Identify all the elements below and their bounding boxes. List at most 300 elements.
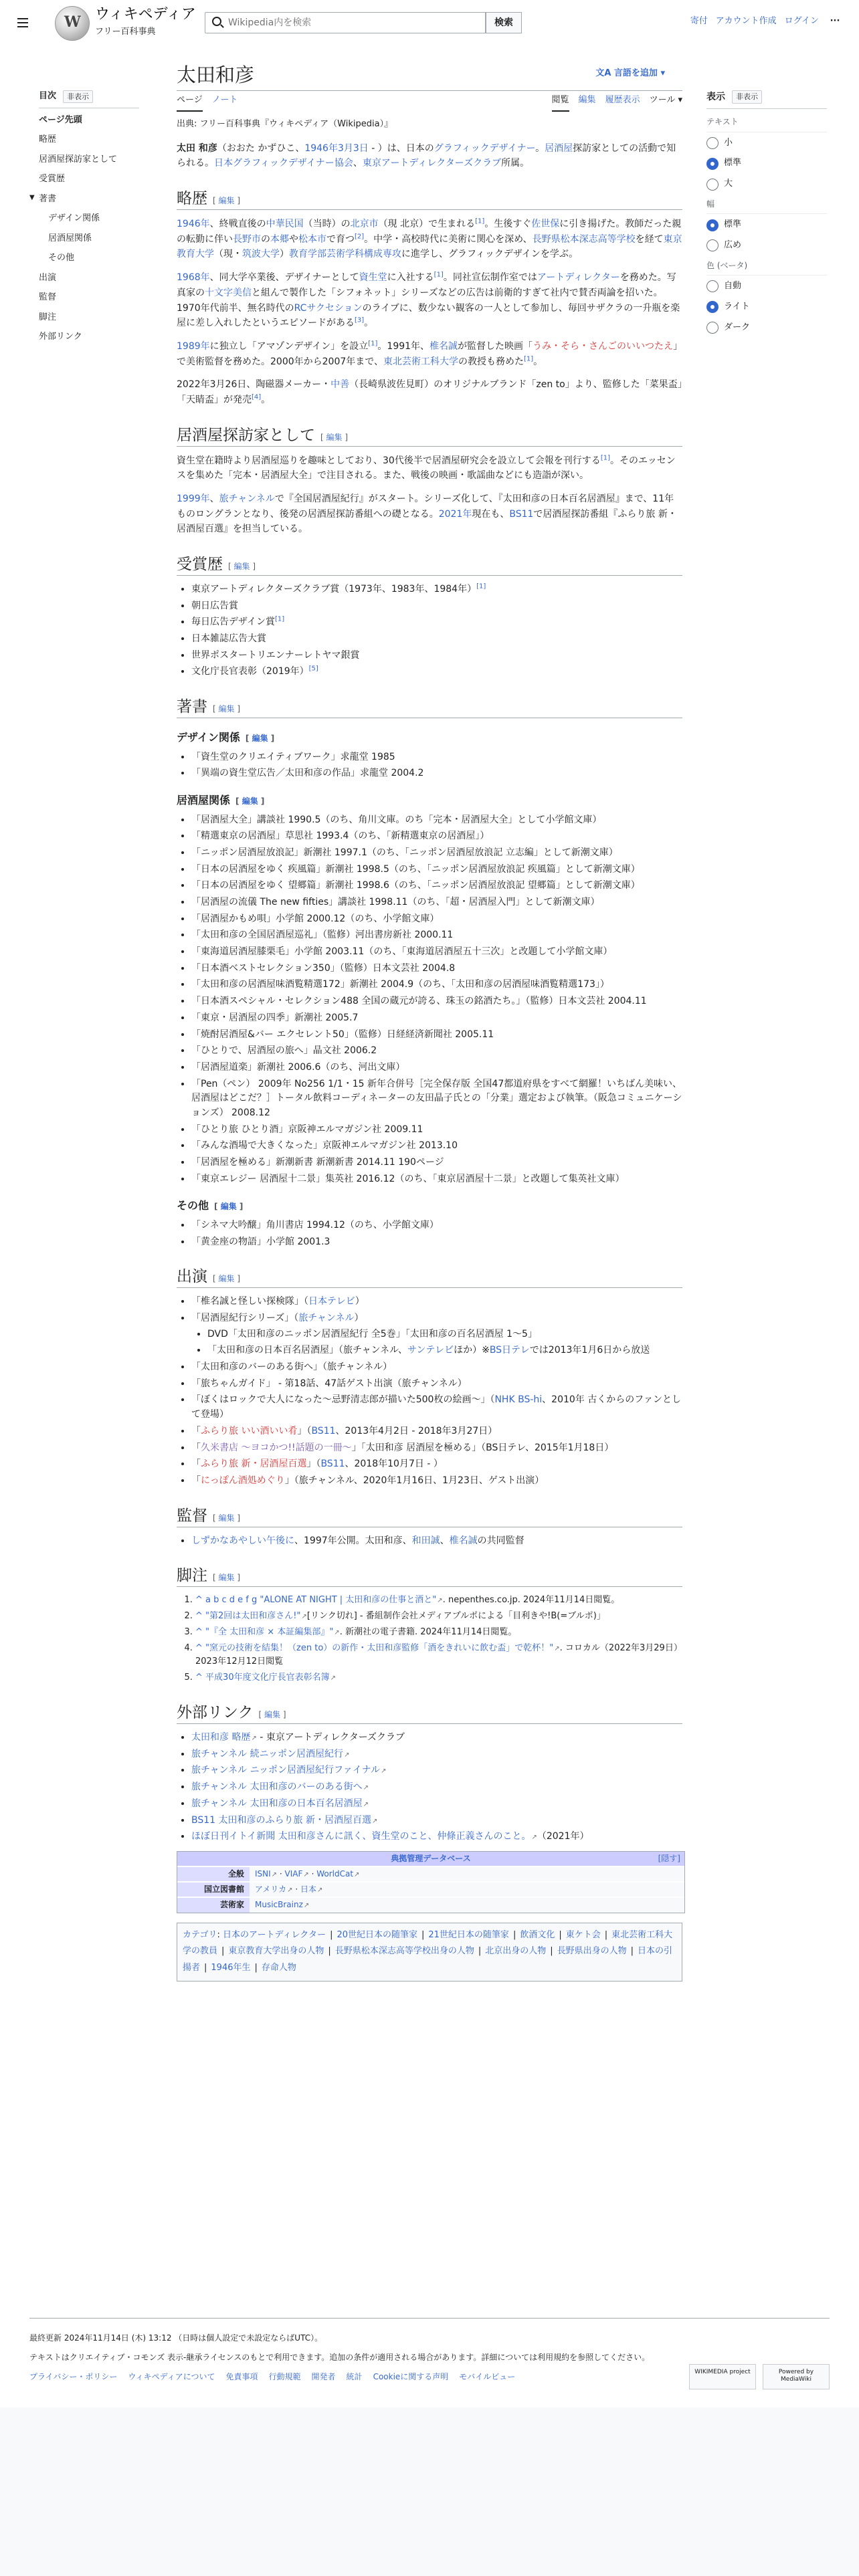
inline-link[interactable]: 佐世保 (531, 219, 560, 230)
text: 2022年3月26日、陶磁器メーカー・ (177, 379, 331, 391)
appearance-sections (706, 116, 827, 334)
edit-section-link[interactable]: [ 編集 ] (235, 796, 265, 806)
citation-ref[interactable]: [3] (355, 316, 365, 324)
inline-link[interactable]: 松本市 (298, 233, 326, 245)
footer-link[interactable]: 行動規範 (268, 2372, 301, 2382)
text: や (289, 233, 298, 245)
inline-link[interactable]: 1946年 (177, 219, 210, 230)
text: 。中学・高校時代に美術に関心を深め、 (364, 233, 533, 245)
director-list (191, 1534, 682, 1549)
create-account-link[interactable]: アカウント作成 (715, 16, 777, 26)
edit-section-link[interactable]: [ 編集 ] (213, 1573, 241, 1583)
redlink-shin-izakaya[interactable]: ふらり旅 新・居酒屋百選 (201, 1459, 307, 1470)
appearance-option[interactable] (706, 136, 827, 150)
inline-link[interactable]: 長野市 (233, 233, 261, 245)
inline-link[interactable]: 筑波大学 (242, 249, 280, 260)
inline-link[interactable]: 旅チャンネル (219, 493, 275, 504)
toc-item[interactable]: その他 (48, 253, 75, 263)
text: に独立し「アマゾンデザイン」を設立 (209, 340, 369, 352)
t: 「 (191, 1425, 201, 1436)
list-item: • 「ひとりで、居酒屋の旅へ」晶文社 2006.2 (191, 1044, 682, 1059)
separator: | (550, 1946, 553, 1957)
search-box[interactable] (205, 12, 486, 33)
reference-link[interactable]: "窯元の技術を結集！（zen to）の新作・太田和彦監修「酒をきれいに飲む盃」で乾杯！" ↗ (205, 1643, 560, 1653)
footer-link[interactable]: Cookieに関する声明 (373, 2372, 449, 2382)
edit-section-link[interactable]: [ 編集 ] (213, 1274, 241, 1284)
option-label: 広め (724, 239, 742, 250)
category-link[interactable]: 北京出身の人物 (485, 1946, 547, 1957)
t: ） (355, 1296, 365, 1307)
citation-ref[interactable]: [1] (368, 340, 378, 348)
add-languages-button[interactable]: 文A 言語を追加 ▾ (595, 68, 665, 78)
external-link[interactable]: 太田和彦 略歴 ↗ (191, 1732, 257, 1743)
citation-ref[interactable]: [1] (475, 217, 485, 225)
text: の (261, 233, 270, 245)
appearance-option[interactable] (706, 177, 827, 191)
logo-glyph: W (64, 13, 81, 31)
edit-label[interactable]: 編集 (233, 561, 250, 571)
separator: | (221, 1946, 225, 1957)
option-label: 大 (724, 179, 733, 189)
izakaya-books-list (191, 813, 682, 1187)
toc-item[interactable]: デザイン関係 (48, 213, 100, 224)
table-of-contents (29, 90, 139, 350)
article-content (177, 118, 682, 1981)
option-label: 小 (724, 137, 733, 148)
text: 資生堂在籍時より居酒屋巡りを趣味としており、30代後半で居酒屋研究会を設立して会報を刊行する (177, 455, 601, 466)
chevron-down-icon[interactable]: ▼ (29, 193, 35, 201)
toc-item[interactable]: 居酒屋関係 (48, 233, 92, 243)
site-wordmark[interactable]: ウィキペディア (95, 6, 196, 23)
heading-text: その他 (177, 1199, 209, 1212)
backlink[interactable]: ^ (195, 1673, 203, 1683)
inline-link[interactable]: 中華民国 (266, 219, 304, 230)
option-label: 標準 (724, 158, 742, 169)
link-izakaya[interactable]: 居酒屋 (545, 142, 573, 154)
heading-text: 略歴 (177, 190, 207, 208)
text: の教授も務めた (458, 356, 524, 367)
link-bs11[interactable]: BS11 (320, 1459, 345, 1470)
link-description: - 東京アートディレクターズクラブ (256, 1732, 405, 1743)
text: で育つ (326, 233, 355, 245)
redlink-furari[interactable]: ふらり旅 いい酒いい肴 (201, 1425, 298, 1436)
t: - ）は、日本の (368, 142, 434, 154)
link-kume-shoten[interactable]: 久米書店 〜ヨコかつ!!話題の一冊〜 (201, 1442, 352, 1453)
inline-link[interactable]: RCサクセション (294, 302, 363, 314)
inline-link[interactable]: BS11 (509, 508, 534, 520)
list-item: • 「太田和彦の居酒屋味酒覧精選172」新潮社 2004.9（のち、「太田和彦の居酒屋味酒覧精選173」） (191, 978, 682, 992)
reference-item (195, 1626, 682, 1640)
edit-section-link[interactable]: [ 編集 ] (213, 196, 241, 206)
edit-section-link[interactable]: [ 編集 ] (213, 704, 241, 714)
citation-ref[interactable]: [2] (355, 233, 365, 241)
list-item (191, 1534, 682, 1549)
link-bs-ntv[interactable]: BS日テレ (489, 1345, 530, 1356)
edit-section-link[interactable]: [ 編集 ] (320, 432, 349, 442)
link-nhk-bshi[interactable]: NHK BS-hi (494, 1394, 543, 1406)
list-item (191, 1311, 682, 1358)
t: 、 (353, 158, 363, 169)
footer-link[interactable]: 開発者 (311, 2372, 336, 2382)
list-item: • 「資生堂のクリエイティブワーク」求龍堂 1985 (191, 750, 682, 765)
hamburger-icon (17, 18, 28, 19)
external-link[interactable]: 旅チャンネル ニッポン居酒屋紀行ファイナル ↗ (191, 1765, 386, 1776)
edit-label[interactable]: 編集 (252, 734, 268, 744)
inline-link[interactable]: 北京市 (350, 219, 379, 230)
link-tabi-channel[interactable]: 旅チャンネル (298, 1313, 355, 1324)
radio-button[interactable] (706, 179, 719, 191)
edit-label[interactable]: 編集 (218, 196, 235, 206)
award-text: 日本雑誌広告大賞 (191, 633, 266, 644)
footer-link[interactable]: モバイルビュー (459, 2372, 516, 2382)
edit-label[interactable]: 編集 (264, 1710, 281, 1720)
edit-label[interactable]: 編集 (218, 1573, 235, 1583)
list-item (191, 649, 682, 663)
authority-title-link[interactable]: 典拠管理データベース (391, 1853, 471, 1863)
toc-item[interactable]: 出演 (39, 272, 57, 283)
inline-link[interactable]: 1968年 (177, 272, 210, 284)
category-link[interactable]: 東北芸術工科大学の教員 (183, 1929, 673, 1957)
authority-link[interactable]: MusicBrainz ↗ (255, 1900, 309, 1909)
list-item: • 「シネマ大吟醸」角川書店 1994.12（のち、小学館文庫） (191, 1218, 682, 1233)
authority-link[interactable]: アメリカ ↗ (255, 1885, 293, 1894)
tools-label: ツール (649, 95, 676, 105)
radio-button[interactable] (706, 137, 719, 149)
appearance-option[interactable] (706, 300, 827, 314)
text: 、 (209, 493, 219, 504)
authority-values (250, 1883, 684, 1897)
toc-item[interactable]: 受賞歴 (39, 174, 66, 185)
link-ntv[interactable]: 日本テレビ (308, 1296, 355, 1307)
category-link[interactable]: 日本の引揚者 (183, 1946, 673, 1973)
edit-label[interactable]: 編集 (218, 1274, 235, 1284)
redlink[interactable]: うみ・そら・さんごのいいつたえ (533, 340, 674, 352)
footer-badges (689, 2364, 830, 2389)
list-item: • 「東京エレジー 居酒屋十二景」集英社 2016.12（のち、「東京居酒屋十二景」と改題して集英社文庫） (191, 1172, 682, 1187)
edit-label[interactable]: 編集 (218, 1513, 235, 1523)
appearance-section-label: 色 (ベータ) (706, 259, 827, 276)
external-link[interactable]: 旅チャンネル 太田和彦のバーのある街へ ↗ (191, 1782, 369, 1792)
t: 」（ (297, 1425, 312, 1436)
list-item (191, 1830, 682, 1844)
inline-link[interactable]: 1999年 (177, 493, 210, 504)
backlink[interactable]: ^ a b c d e f g (195, 1595, 258, 1606)
add-languages-label: 言語を追加 (613, 68, 658, 78)
t: 、 (440, 1535, 450, 1546)
radio-button[interactable] (706, 239, 719, 251)
text: のライブに、数少ない観客の一人として参加し、毎回サザクラの一升瓶を楽屋に差し入れしたというエピソードがある (177, 302, 680, 329)
appearance-option[interactable] (706, 218, 827, 232)
site-tagline: フリー百科事典 (95, 27, 156, 37)
toc-header (39, 90, 139, 108)
radio-button[interactable] (706, 301, 719, 313)
citation-ref[interactable]: [1] (476, 582, 486, 591)
heading-text: 脚注 (177, 1567, 207, 1585)
t: 「 (191, 1459, 201, 1470)
category-link[interactable]: 1946年生 (211, 1963, 251, 1973)
authority-header (177, 1852, 684, 1866)
inline-link[interactable]: 構成専攻 (364, 249, 401, 260)
t: 「居酒屋紀行シリーズ」（ (191, 1313, 299, 1324)
section-heading-notes (177, 1563, 682, 1587)
external-link[interactable]: 旅チャンネル 続ニッポン居酒屋紀行 ↗ (191, 1749, 349, 1759)
inline-link[interactable]: 中善 (330, 379, 350, 391)
tab-history[interactable]: 履歴表示 (605, 95, 640, 105)
login-link[interactable]: ログイン (784, 16, 819, 26)
list-item: • 「黄金座の物語」小学館 2001.3 (191, 1235, 682, 1250)
citation-ref[interactable]: [1] (523, 354, 534, 362)
language-icon: 文A (595, 68, 614, 78)
subheading-design (177, 729, 682, 746)
link-tokyo-adc[interactable]: 東京アートディレクターズクラブ (362, 158, 502, 169)
donate-link[interactable]: 寄付 (690, 16, 708, 26)
list-item (191, 1731, 682, 1745)
career-paragraph-4 (177, 377, 682, 407)
category-link[interactable]: 20世紀日本の随筆家 (337, 1929, 417, 1940)
page-bottom-area (0, 2407, 859, 2576)
section-heading-external-links (177, 1700, 682, 1724)
text: に入社する (387, 272, 434, 284)
text: を務めた。写真家の (177, 272, 676, 298)
list-item (191, 632, 682, 647)
appearance-section-label: 幅 (706, 198, 827, 214)
toc-item[interactable]: 居酒屋探訪家として (39, 154, 118, 165)
mediawiki-badge[interactable]: Powered by MediaWiki (763, 2364, 830, 2389)
separator: · (277, 1869, 285, 1879)
separator: | (204, 1963, 207, 1973)
reference-text: . nepenthes.co.jp. 2024年11月14日閲覧。 (442, 1595, 620, 1606)
list-item: • 「旅ちゃんガイド」 - 第18話、47話ゲスト出演（旅チャンネル） (191, 1377, 682, 1392)
t: 「椎名誠と怪しい探検隊」（ (191, 1296, 308, 1307)
edit-label[interactable]: 編集 (326, 432, 343, 442)
section-heading-tv (177, 1264, 682, 1288)
external-link[interactable]: ほぼ日刊イトイ新聞 太田和彦さんに訊く、資生堂のこと、仲條正義さんのこと。 ↗ (191, 1831, 537, 1842)
appearance-header (706, 90, 827, 109)
backlink[interactable]: ^ (195, 1611, 203, 1622)
t: 、2010年 古くからのファンとして登場） (191, 1394, 681, 1420)
award-text: 文化庁長官表彰（2019年） (191, 666, 309, 677)
izakaya-paragraph-1 (177, 453, 682, 484)
authority-rows (177, 1866, 684, 1913)
category-link[interactable]: 長野県出身の人物 (557, 1946, 627, 1957)
tab-read[interactable]: 閲覧 (552, 94, 569, 112)
redlink-nippon-sakedokoro[interactable]: にっぽん酒処めぐり (201, 1475, 285, 1486)
list-item (207, 1344, 682, 1358)
list-item (191, 1797, 682, 1812)
edit-section-link[interactable]: [ 編集 ] (213, 1513, 241, 1523)
link-wada-makoto[interactable]: 和田誠 (411, 1535, 440, 1546)
heading-text: 著書 (177, 698, 207, 716)
t: ） (354, 1313, 364, 1324)
tab-talk[interactable]: ノート (211, 95, 238, 105)
text: 。1991年、 (377, 340, 430, 352)
authority-link[interactable]: ISNI ↗ (255, 1869, 277, 1879)
citation-ref[interactable]: [5] (308, 665, 318, 673)
inline-link[interactable]: アートディレクター (537, 272, 620, 284)
reference-item (195, 1671, 682, 1685)
radio-button[interactable] (706, 158, 719, 170)
list-item (191, 1457, 682, 1472)
edit-section-link[interactable]: [ 編集 ] (245, 734, 275, 744)
license-text: テキストはクリエイティブ・コモンズ 表示-継承ライセンスのもとで利用できます。追加の条件が適用される場合があります。詳細については利用規約を参照してください。 (29, 2353, 650, 2363)
footer-link[interactable]: プライバシー・ポリシー (29, 2372, 118, 2382)
reference-link[interactable]: "『全 太田和彦 × 本証編集部』" ↗ (205, 1627, 340, 1637)
reference-text: . 新潮社の電子書籍. 2024年11月14日閲覧。 (339, 1626, 517, 1637)
link-bs11[interactable]: BS11 (311, 1425, 336, 1436)
award-text: 東京アートディレクターズクラブ賞（1973年、1983年、1984年） (191, 583, 477, 595)
appearance-option[interactable] (706, 280, 827, 294)
edit-label[interactable]: 編集 (220, 1202, 237, 1212)
authority-link[interactable]: 日本 ↗ (300, 1885, 322, 1894)
separator: | (478, 1946, 482, 1957)
inline-link[interactable]: 東北芸術工科大学 (383, 356, 458, 367)
t: 」「太田和彦 居酒屋を極める」（BS日テレ、2015年1月18日） (351, 1442, 614, 1453)
t: 、1997年公開。太田和彦、 (294, 1535, 412, 1546)
inline-link[interactable]: 資生堂 (359, 272, 387, 284)
separator: | (604, 1929, 608, 1940)
authority-link[interactable]: VIAF ↗ (285, 1869, 309, 1879)
reference-link[interactable]: "第2回は太田和彦さん!" ↗ (205, 1611, 307, 1621)
inline-link[interactable]: 十文字美信 (205, 287, 252, 298)
link-jagda[interactable]: 日本グラフィックデザイナー協会 (214, 158, 353, 169)
toc-item[interactable]: 監督 (39, 292, 57, 303)
separator: | (559, 1929, 562, 1940)
radio-button[interactable] (706, 219, 719, 231)
list-item: • 「みんな酒場で大きくなった」京阪神エルマガジン社 2013.10 (191, 1139, 682, 1154)
tab-tools[interactable]: ツール ▾ (649, 95, 682, 105)
category-link[interactable]: 飲酒文化 (520, 1929, 555, 1940)
footer-link[interactable]: ウィキペディアについて (128, 2372, 215, 2382)
wikipedia-globe-logo[interactable] (55, 6, 90, 41)
toc-item[interactable]: 外部リンク (39, 332, 82, 342)
categories-label[interactable]: カテゴリ (183, 1929, 217, 1940)
citation-ref[interactable]: [1] (600, 453, 610, 461)
link-graphic-designer[interactable]: グラフィックデザイナー (434, 142, 536, 154)
appearance-option[interactable] (706, 156, 827, 171)
text: 、終戦直後の (209, 219, 266, 230)
reference-link[interactable]: "ALONE AT NIGHT | 太田和彦の仕事と酒と" ↗ (260, 1595, 442, 1605)
link-shiina-makoto[interactable]: 椎名誠 (449, 1535, 478, 1546)
category-link[interactable]: 東京教育大学出身の人物 (228, 1946, 324, 1957)
t: 「太田和彦の日本百名居酒屋」（旅チャンネル、 (207, 1345, 408, 1356)
footer-link[interactable]: 免責事項 (225, 2372, 258, 2382)
category-link[interactable]: 日本のアートディレクター (223, 1929, 326, 1940)
authority-hide-link[interactable]: [隠す] (658, 1853, 680, 1863)
edit-label[interactable]: 編集 (218, 704, 235, 714)
search-input[interactable] (228, 15, 482, 30)
t: 」（ (306, 1459, 321, 1470)
link-sun-tv[interactable]: サンテレビ (407, 1345, 454, 1356)
list-item: • 「居酒屋道楽」新潮社 2006.6（のち、河出文庫） (191, 1061, 682, 1075)
authority-key: 全般 (177, 1867, 250, 1881)
appearance-option[interactable] (706, 321, 827, 335)
text: で居酒屋探訪番組『ふらり旅 新・居酒屋百選』を担当している。 (177, 508, 677, 535)
list-item: • 「異端の資生堂広告／太田和彦の作品」求龍堂 2004.2 (191, 766, 682, 781)
inline-link[interactable]: 芸術学科 (326, 249, 364, 260)
authority-row (177, 1866, 684, 1881)
main-menu-button[interactable] (12, 12, 33, 33)
section-heading-career (177, 186, 682, 210)
career-paragraph-3 (177, 339, 682, 369)
toc-item[interactable]: ページ先頭 (39, 114, 82, 125)
category-link[interactable]: 長野県松本深志高等学校出身の人物 (335, 1946, 474, 1957)
list-item: • 「居酒屋を極める」新潮新書 新潮新書 2014.11 190ページ (191, 1156, 682, 1170)
toc-item[interactable]: 略歴 (39, 134, 57, 145)
category-link[interactable]: 存命人物 (261, 1963, 296, 1973)
awards-list (191, 582, 682, 679)
search-button[interactable]: 検索 (486, 12, 522, 33)
backlink[interactable]: ^ (195, 1642, 203, 1653)
edit-section-link[interactable]: [ 編集 ] (214, 1202, 244, 1212)
design-books-list (191, 750, 682, 781)
radio-button[interactable] (706, 322, 719, 334)
wikimedia-badge[interactable]: WIKIMEDIA project (689, 2364, 756, 2389)
toc-item[interactable]: 著書 ▼ (29, 193, 57, 204)
list-item: • 「居酒屋大全」講談社 1990.5（のち、角川文庫。のち「完本・居酒屋大全」として小学館文庫） (191, 813, 682, 828)
list-item (191, 1763, 682, 1778)
authority-link[interactable]: WorldCat ↗ (316, 1869, 359, 1879)
list-item (191, 1747, 682, 1762)
page-title-bar (177, 59, 682, 91)
edit-section-link[interactable]: [ 編集 ] (228, 561, 256, 571)
inline-link[interactable]: 本郷 (270, 233, 289, 245)
text: 。 (364, 318, 374, 329)
inline-link[interactable]: 2021年 (438, 508, 472, 520)
from-line: 出典: フリー百科事典『ウィキペディア（Wikipedia）』 (177, 119, 393, 129)
category-link[interactable]: 東ケト会 (565, 1929, 601, 1940)
appearance-option[interactable] (706, 239, 827, 253)
inline-link[interactable]: 1989年 (177, 340, 210, 352)
appearance-hide-button[interactable]: 非表示 (732, 90, 762, 104)
link-film[interactable]: しずかなあやしい午後に (191, 1535, 294, 1546)
citation-ref[interactable]: [1] (275, 615, 285, 623)
link-birthdate[interactable]: 1946年3月3日 (304, 142, 369, 154)
inline-link[interactable]: 教育学部 (289, 249, 326, 260)
inline-link[interactable]: 長野県松本深志高等学校 (532, 233, 636, 245)
footer-link[interactable]: 統計 (346, 2372, 363, 2382)
authority-row (177, 1881, 684, 1897)
category-link[interactable]: 21世紀日本の随筆家 (428, 1929, 509, 1940)
tab-page[interactable]: ページ (177, 94, 203, 112)
citation-ref[interactable]: [1] (434, 271, 444, 279)
authority-row (177, 1897, 684, 1912)
radio-button[interactable] (706, 280, 719, 292)
edit-section-link[interactable]: [ 編集 ] (258, 1710, 286, 1720)
text: に進学し、グラフィックデザインを学ぶ。 (401, 249, 579, 260)
backlink[interactable]: ^ (195, 1626, 203, 1637)
separator: | (254, 1963, 258, 1973)
external-link[interactable]: 旅チャンネル 太田和彦の日本百名居酒屋 ↗ (191, 1798, 369, 1809)
inline-link[interactable]: 東京教育大学 (177, 233, 682, 260)
toc-hide-button[interactable]: 非表示 (63, 90, 93, 104)
link-description: （2021年） (537, 1831, 589, 1842)
text: 。そのエッセンスを集めた「完本・居酒屋大全」で注目される。また、戦後の映画・歌謡曲などにも造詣が深い。 (177, 455, 676, 481)
edit-label[interactable]: 編集 (242, 796, 258, 806)
option-label: 自動 (724, 280, 742, 291)
text: で『全国居酒屋紀行』がスタート。シリーズ化して、『太田和彦の日本百名居酒屋』まで、11年ものロングランとなり、後発の居酒屋探訪番組への礎となる。 (177, 493, 674, 520)
list-item: • DVD「太田和彦のニッポン居酒屋紀行 全5巻」「太田和彦の百名居酒屋 1〜5」 (207, 1327, 682, 1342)
reference-item (195, 1642, 682, 1670)
reference-link[interactable]: 平成30年度文化庁長官表彰名簿 ↗ (205, 1673, 336, 1683)
citation-ref[interactable]: [4] (252, 393, 262, 401)
inline-link[interactable]: 椎名誠 (430, 340, 458, 352)
list-item: • 「Pen（ペン） 2009年 No256 1/1・15 新年合併号［完全保存版 全国47都道府県をすべて網羅！いちばん美味い、居酒屋はどこだ？］トータル飲料コーディネーターの友田晶子氏との「分業」選定および執筆。（阪急コミュニケーションズ） 2008.12 (191, 1077, 682, 1121)
external-link[interactable]: BS11 太田和彦のふらり旅 新・居酒屋百選 ↗ (191, 1815, 377, 1826)
toc-item[interactable]: 脚注 (39, 312, 57, 322)
list-item (191, 1393, 682, 1422)
more-options-icon[interactable]: ··· (830, 16, 840, 26)
tab-edit[interactable]: 編集 (578, 95, 596, 105)
